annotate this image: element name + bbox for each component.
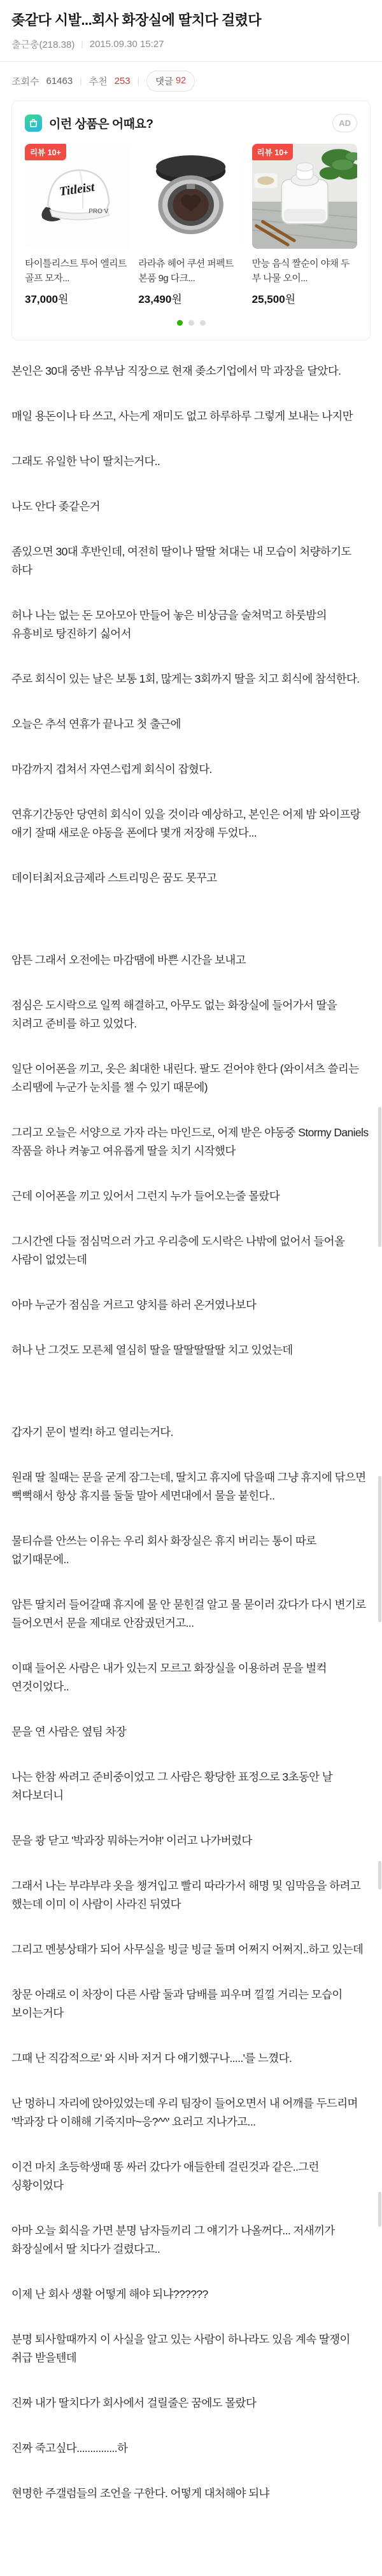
post-paragraph: 아마 오늘 회식을 가면 분명 남자들끼리 그 얘기가 나올꺼다... 저새끼가 화장실에서 딸 치다가 걸렸다고.. [11, 2224, 335, 2256]
svg-text:Titleist: Titleist [58, 179, 96, 199]
ad-product-card[interactable] [252, 144, 357, 307]
post-paragraph: 난 멍하니 자리에 앉아있었는데 우리 팀장이 들어오면서 내 어깨를 두드리며 '박과장 다 이해해 기죽지마~응?^^' 요러고 지나가고... [11, 2097, 358, 2129]
product-name: 타이틀리스트 투어 엘리트 골프 모자... [25, 258, 127, 284]
post-paragraph: 나도 안다 좆같은거 [11, 500, 100, 513]
comments-count: 92 [176, 76, 187, 87]
author-name: 출근충(218.38) [11, 39, 75, 50]
scrollbar-thumb[interactable] [378, 1861, 381, 1890]
ad-header [25, 114, 357, 132]
golf-cap-image [25, 144, 130, 249]
post-date: 2015.09.30 15:27 [89, 38, 164, 50]
post-meta [11, 38, 371, 51]
review-count-badge: 리뷰 10+ [252, 144, 294, 160]
carousel-dot[interactable] [200, 320, 206, 326]
post-paragraph: 그시간엔 다들 점심먹으러 가고 우리층에 도시락은 나밖에 없어서 들어올 사람이 없었는데 [11, 1235, 345, 1267]
shopping-bag-icon [25, 115, 42, 132]
post-paragraph: 진짜 죽고싶다...............하 [11, 2442, 128, 2455]
post-paragraph: 원래 딸 칠때는 문을 굳게 잠그는데, 딸치고 휴지에 닦을때 그냥 휴지에 닦으면 뻑뻑해서 항상 휴지를 둘둘 말아 세면대에서 물을 붙힌다.. [11, 1471, 366, 1503]
review-count-badge: 리뷰 10+ [25, 144, 66, 160]
post-paragraph: 이건 마치 초등학생때 똥 싸러 갔다가 애들한테 걸린것과 같은..그런 싱황이었다 [11, 2161, 319, 2192]
post-paragraph: 오늘은 추석 연휴가 끝나고 첫 출근에 [11, 718, 181, 731]
product-price: 37,000원 [25, 293, 69, 306]
ad-card [11, 101, 371, 341]
post-paragraph: 그때 난 직감적으로' 와 시바 저거 다 얘기했구나.....'를 느꼈다. [11, 2052, 292, 2065]
comments-label: 댓글 [155, 76, 174, 87]
post-paragraph: 일단 이어폰을 끼고, 옷은 최대한 내린다. 팔도 걷어야 한다 (와이셔츠 쓸리는 소리땜에 누군가 눈치를 챌 수 있기 때문에) [11, 1062, 359, 1094]
post-paragraph: 창문 아래로 이 차장이 다른 사람 둘과 담배를 피우며 낄낄 거리는 모습이 보이는거다 [11, 1988, 343, 2020]
ad-product-card[interactable] [25, 144, 130, 307]
post-body [0, 340, 382, 2528]
post-paragraph: 암튼 딸치러 들어갈때 휴지에 물 안 묻힌걸 알고 물 묻이러 갔다가 다시 변기로 들어오면서 문을 제대로 안잠궜던거고... [11, 1598, 366, 1630]
post-paragraph: 마감까지 겹쳐서 자연스럽게 회식이 잡혔다. [11, 763, 212, 776]
scrollbar-thumb[interactable] [378, 2192, 381, 2227]
post-stats-bar [0, 62, 382, 94]
post-paragraph: 좀있으면 30대 후반인데, 여전히 딸이나 딸딸 쳐대는 내 모습이 처량하기도 하다 [11, 545, 351, 577]
meta-divider: | [81, 39, 83, 49]
post-paragraph: 그리고 오늘은 서양으로 가자 라는 마인드로, 어제 받은 야동중 Stormy Daniels 작품을 하나 켜놓고 여유롭게 딸을 치기 시작했다 [11, 1126, 369, 1158]
page-title: 좆같다 시발...회사 화장실에 딸치다 걸렸다 [11, 12, 262, 28]
post-paragraph: 문을 쾅 닫고 '박과장 뭐하는거야!' 이러고 나가버렸다 [11, 1834, 252, 1848]
svg-text:PRO V: PRO V [88, 207, 109, 215]
post-paragraph: 그래도 유일한 낙이 딸치는거다.. [11, 455, 160, 468]
product-name: 라라츄 헤어 쿠션 퍼펙트 본품 9g 다크... [138, 258, 234, 284]
post-paragraph: 암튼 그래서 오전에는 마감땜에 바쁜 시간을 보내고 [11, 954, 246, 967]
views-count: 61463 [46, 75, 73, 87]
post-paragraph: 점심은 도시락으로 일찍 해결하고, 아무도 없는 화장실에 들어가서 딸을 치려고 준비를 하고 있었다. [11, 999, 337, 1031]
post-paragraph: 갑자기 문이 벌컥! 하고 열리는거다. [11, 1426, 173, 1439]
likes-label: 추천 [88, 76, 108, 87]
likes-count: 253 [114, 75, 131, 87]
ad-product-card[interactable] [138, 144, 243, 307]
comments-button[interactable] [146, 71, 195, 92]
post-paragraph: 데이터최저요금제라 스트리밍은 꿈도 못꾸고 [11, 872, 217, 885]
carousel-dot[interactable] [188, 320, 194, 326]
post-paragraph: 그래서 나는 부랴부랴 옷을 챙겨입고 빨리 따라가서 해명 및 임막음을 하려고 했는데 이미 이 사람이 사라진 뒤였다 [11, 1879, 361, 1911]
product-price: 23,490원 [138, 293, 182, 306]
scrollbar-thumb[interactable] [378, 1476, 381, 1622]
hair-cushion-image [138, 144, 243, 249]
product-price: 25,500원 [251, 293, 296, 306]
post-paragraph: 근데 이어폰을 끼고 있어서 그런지 누가 들어오는줄 몰랐다 [11, 1190, 280, 1203]
post-paragraph: 이때 들어온 사람은 내가 있는지 모르고 화장실을 이용하려 문을 벌컥 연것이었다.. [11, 1662, 327, 1694]
ad-product-list [25, 144, 357, 307]
stats-divider: | [137, 76, 139, 86]
post-paragraph: 본인은 30대 중반 유부남 직장으로 현재 좆소기업에서 막 과장을 달았다. [11, 365, 341, 378]
post-paragraph: 그리고 멘붕상태가 되어 사무실을 빙글 빙글 돌며 어쩌지 어쩌지..하고 있는데 [11, 1943, 364, 1956]
post-paragraph: 분명 퇴사할때까지 이 사실을 알고 있는 사람이 하나라도 있음 계속 딸쟁이 취급 받을텐데 [11, 2333, 350, 2365]
post-paragraph: 허나 나는 없는 돈 모아모아 만들어 놓은 비상금을 술쳐먹고 하룻밤의 유흥비로 탕진하기 싫어서 [11, 609, 327, 641]
scrollbar-thumb[interactable] [378, 1107, 381, 1247]
carousel-dots [25, 320, 357, 326]
post-paragraph: 주로 회식이 있는 날은 보통 1회, 많게는 3회까지 딸을 치고 회식에 참석한다. [11, 672, 360, 686]
carousel-dot-active[interactable] [177, 320, 183, 326]
hair-cushion-image [138, 144, 243, 249]
post-paragraph: 나는 한참 싸려고 준비중이었고 그 사람은 황당한 표정으로 3초동안 날 쳐다보더니 [11, 1771, 333, 1802]
post-header [0, 0, 382, 51]
views-label: 조회수 [11, 76, 39, 87]
post-paragraph: 진짜 내가 딸치다가 회사에서 걸릴줄은 꿈에도 몰랐다 [11, 2397, 257, 2410]
post-paragraph: 현명한 주갤럼들의 조언을 구한다. 어떻게 대처해야 되냐 [11, 2487, 269, 2500]
product-name: 만능 음식 짤순이 야채 두부 나물 오이... [251, 258, 350, 284]
post-paragraph: 허나 난 그것도 모른체 열심히 딸을 딸딸딸딸딸 치고 있었는데 [11, 1344, 293, 1357]
ad-badge: AD [332, 114, 357, 132]
post-paragraph: 문을 연 사람은 옆팀 차장 [11, 1725, 127, 1739]
food-strainer-image [252, 144, 357, 249]
post-paragraph: 매일 용돈이나 타 쓰고, 사는게 재미도 없고 하루하루 그렇게 보내는 나지만 [11, 410, 353, 423]
stats-divider: | [80, 76, 82, 86]
post-paragraph: 연휴기간동안 당연히 회식이 있을 것이라 예상하고, 본인은 어제 밤 와이프랑 애기 잘때 새로운 야동을 폰에다 몇개 저장해 두었다... [11, 808, 361, 840]
ad-headline: 이런 상품은 어때요? [49, 117, 153, 131]
post-paragraph: 아마 누군가 점심을 거르고 양치를 하러 온거였나보다 [11, 1298, 257, 1312]
post-paragraph: 물티슈를 안쓰는 이유는 우리 회사 화장실은 휴지 버리는 통이 따로 없기때문에.. [11, 1535, 316, 1566]
post-paragraph: 이제 난 회사 생활 어떻게 해야 되냐?????? [11, 2288, 208, 2301]
